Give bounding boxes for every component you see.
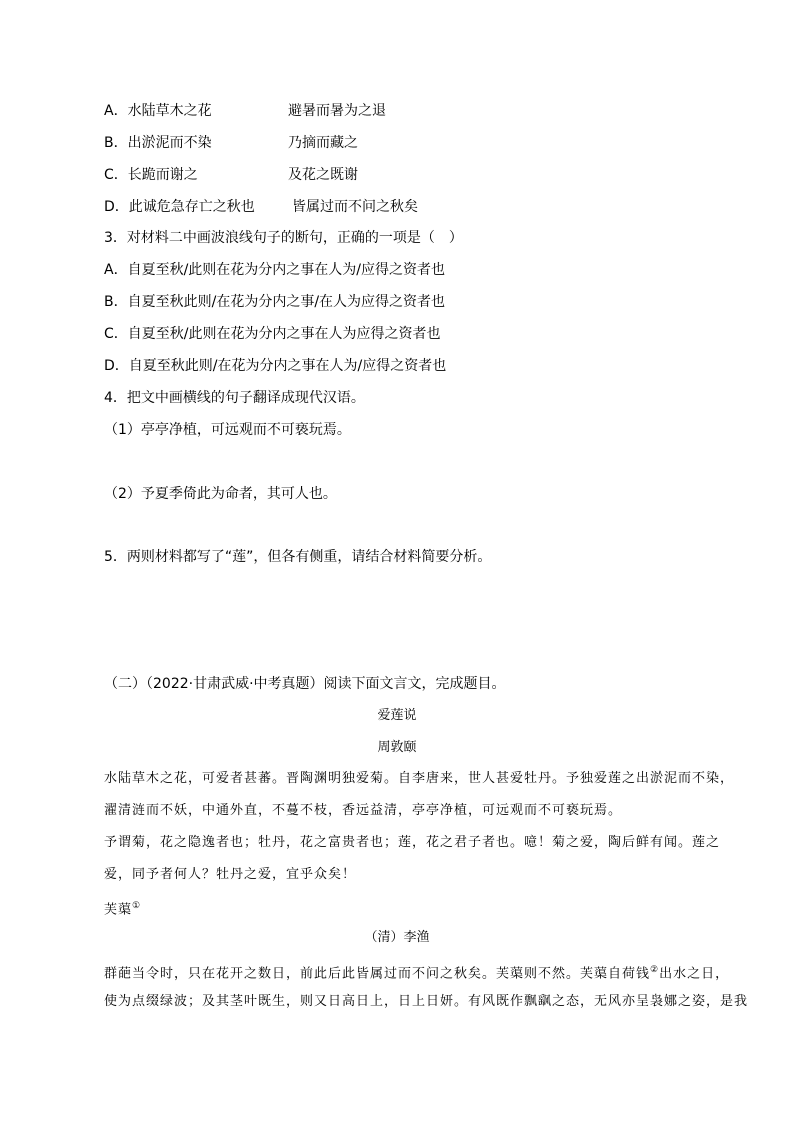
passage1-line1: 水陆草木之花，可爱者甚蕃。晋陶渊明独爱菊。自李唐来，世人甚爱牡丹。予独爱莲之出淤泥而不染， [104,771,735,786]
q2-option-c: C．长跪而谢之 [104,167,198,183]
q2-option-b-right: 乃摘而藏之 [288,135,358,151]
q5-stem: 5．两则材料都写了“莲”，但各有侧重，请结合材料简要分析。 [104,549,492,565]
footnote-marker-2: ② [650,965,660,975]
q2-option-c-right: 及花之既谢 [288,167,358,183]
title-ai-lian-shuo: 爱莲说 [377,708,417,723]
q3-option-d: D．自夏至秋此则/在花为分内之事在人为/应得之资者也 [104,358,447,374]
q3-option-c: C．自夏至秋/此则在花为分内之事在人为应得之资者也 [104,326,441,342]
q4-sentence-1: （1）亭亭净植，可远观而不可亵玩焉。 [104,422,351,438]
passage1-line2: 濯清涟而不妖，中通外直，不蔓不枝，香远益清，亭亭净植，可远观而不可亵玩焉。 [104,803,623,818]
q2-option-d-right: 皆属过而不问之秋矣 [292,199,418,215]
q2-option-a-right: 避暑而暑为之退 [288,103,386,119]
passage2-line1-tail: 出水之日， [659,966,730,982]
title-fu-qu-text: 芙蕖 [104,902,133,918]
q2-option-d: D．此诚危急存亡之秋也 [104,199,255,215]
title-fu-qu [104,896,704,920]
section2-heading: （二）（2022·甘肃武威·中考真题）阅读下面文言文，完成题目。 [104,676,506,692]
author-zhou-dunyi: 周敦颐 [377,740,417,755]
passage1-line3: 予谓菊，花之隐逸者也；牡丹，花之富贵者也；莲，花之君子者也。噫！菊之爱，陶后鲜有闻。莲之 [104,835,721,850]
passage2-line1 [104,960,730,984]
passage2-line2: 使为点缀绿波；及其茎叶既生，则又日高日上，日上日妍。有风既作飘飖之态，无风亦呈袅娜之姿，是我 [104,994,749,1009]
passage2-line1-text: 群葩当令时，只在花开之数日，前此后此皆属过而不问之秋矣。芙蕖则不然。芙蕖自荷钱 [104,966,651,982]
footnote-marker-1: ① [132,901,142,911]
q3-stem: 3．对材料二中画波浪线句子的断句，正确的一项是（ ） [104,230,463,246]
q2-option-b: B．出淤泥而不染 [104,135,212,151]
passage1-line4: 爱，同予者何人？牡丹之爱，宜乎众矣！ [104,867,357,882]
q3-option-a: A．自夏至秋/此则在花为分内之事在人为/应得之资者也 [104,262,446,278]
q4-sentence-2: （2）予夏季倚此为命者，其可人也。 [104,486,337,502]
author-li-yu: （清）李渔 [364,930,430,945]
q2-option-a: A．水陆草木之花 [104,103,212,119]
q4-stem: 4．把文中画横线的句子翻译成现代汉语。 [104,390,365,406]
q3-option-b: B．自夏至秋此则/在花为分内之事/在人为应得之资者也 [104,294,446,310]
